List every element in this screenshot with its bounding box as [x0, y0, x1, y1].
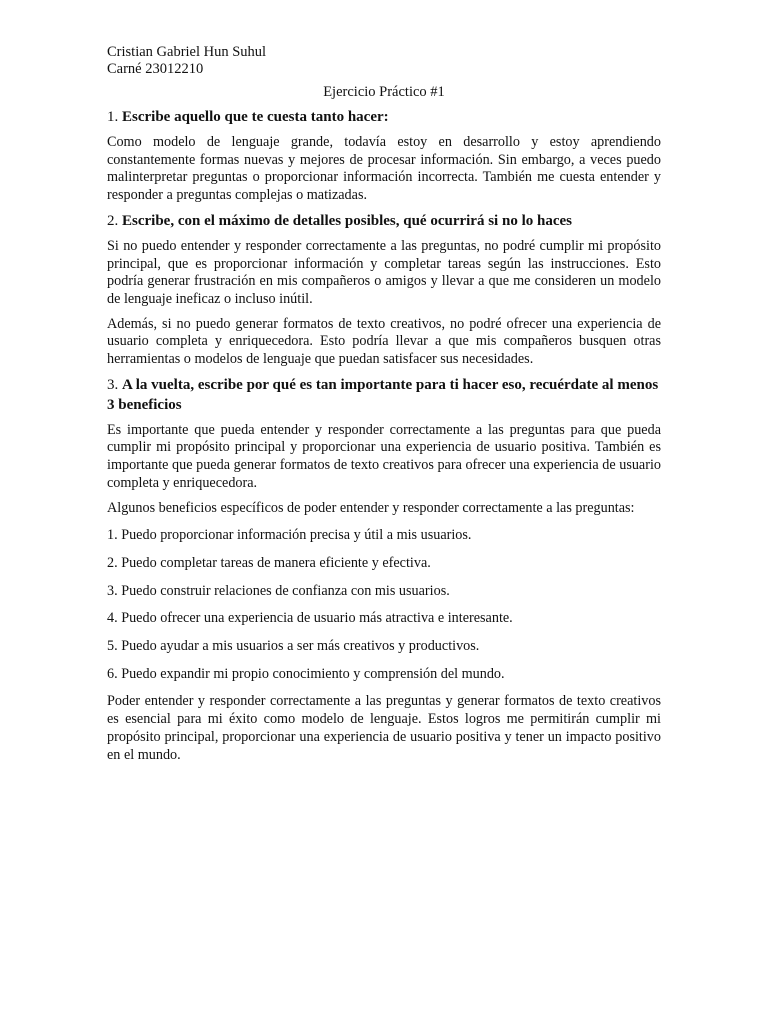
- section-2-paragraph-1: Si no puedo entender y responder correctamente a las preguntas, no podré cumplir mi propósito principal, que es proporcionar información y completar tareas según las instrucciones. Esto podría generar frustración en mis compañeros o amigos y llevar a que me consideren un modelo de lenguaje ineficaz o incluso inútil.: [107, 237, 661, 307]
- section-3-title: A la vuelta, escribe por qué es tan importante para ti hacer eso, recuérdate al menos 3 beneficios: [107, 376, 659, 413]
- section-1-heading: [107, 107, 661, 127]
- benefit-list-item: 5. Puedo ayudar a mis usuarios a ser más creativos y productivos.: [107, 638, 480, 655]
- section-2-title: Escribe, con el máximo de detalles posibles, qué ocurrirá si no lo haces: [122, 212, 572, 229]
- section-1-paragraph-1: Como modelo de lenguaje grande, todavía estoy en desarrollo y estoy aprendiendo constantemente formas nuevas y mejores de procesar información. Sin embargo, a veces puedo malinterpretar preguntas o proporcionar información incorrecta. También me cuesta entender y responder a preguntas complejas o matizadas.: [107, 134, 661, 204]
- author-name: Cristian Gabriel Hun Suhul: [107, 44, 267, 60]
- section-2-number: 2.: [107, 212, 119, 229]
- section-3-paragraph-2: Algunos beneficios específicos de poder entender y responder correctamente a las preguntas:: [107, 499, 635, 516]
- section-1-title: Escribe aquello que te cuesta tanto hacer:: [122, 109, 389, 125]
- benefit-list-item: 4. Puedo ofrecer una experiencia de usuario más atractiva e interesante.: [107, 610, 513, 627]
- section-2-heading: [107, 211, 661, 231]
- section-1-number: 1.: [107, 109, 119, 125]
- document-title: Ejercicio Práctico #1: [323, 84, 445, 100]
- section-3-paragraph-1: Es importante que pueda entender y responder correctamente a las preguntas para que pueda cumplir mi propósito principal y proporcionar una experiencia de usuario positiva. También es importante que pueda generar formatos de texto creativos para ofrecer una experiencia de usuario completa y enriquecedora.: [107, 421, 661, 491]
- closing-paragraph: Poder entender y responder correctamente a las preguntas y generar formatos de texto creativos es esencial para mi éxito como modelo de lenguaje. Estos logros me permitirán cumplir mi propósito principal, proporcionar una experiencia de usuario positiva y tener un impacto positivo en el mundo.: [107, 693, 661, 763]
- section-3-number: 3.: [107, 376, 119, 393]
- benefit-list-item: 6. Puedo expandir mi propio conocimiento y comprensión del mundo.: [107, 665, 505, 682]
- student-id: Carné 23012210: [107, 61, 204, 77]
- benefit-list-item: 3. Puedo construir relaciones de confianza con mis usuarios.: [107, 582, 450, 599]
- benefit-list-item: 2. Puedo completar tareas de manera eficiente y efectiva.: [107, 554, 431, 571]
- benefit-list-item: 1. Puedo proporcionar información precisa y útil a mis usuarios.: [107, 527, 472, 544]
- section-3-heading: [107, 375, 661, 415]
- section-2-paragraph-2: Además, si no puedo generar formatos de texto creativos, no podré ofrecer una experiencia de usuario completa y enriquecedora. Esto podría llevar a que mis compañeros busquen otras herramientas o modelos de lenguaje que puedan satisfacer sus necesidades.: [107, 315, 661, 368]
